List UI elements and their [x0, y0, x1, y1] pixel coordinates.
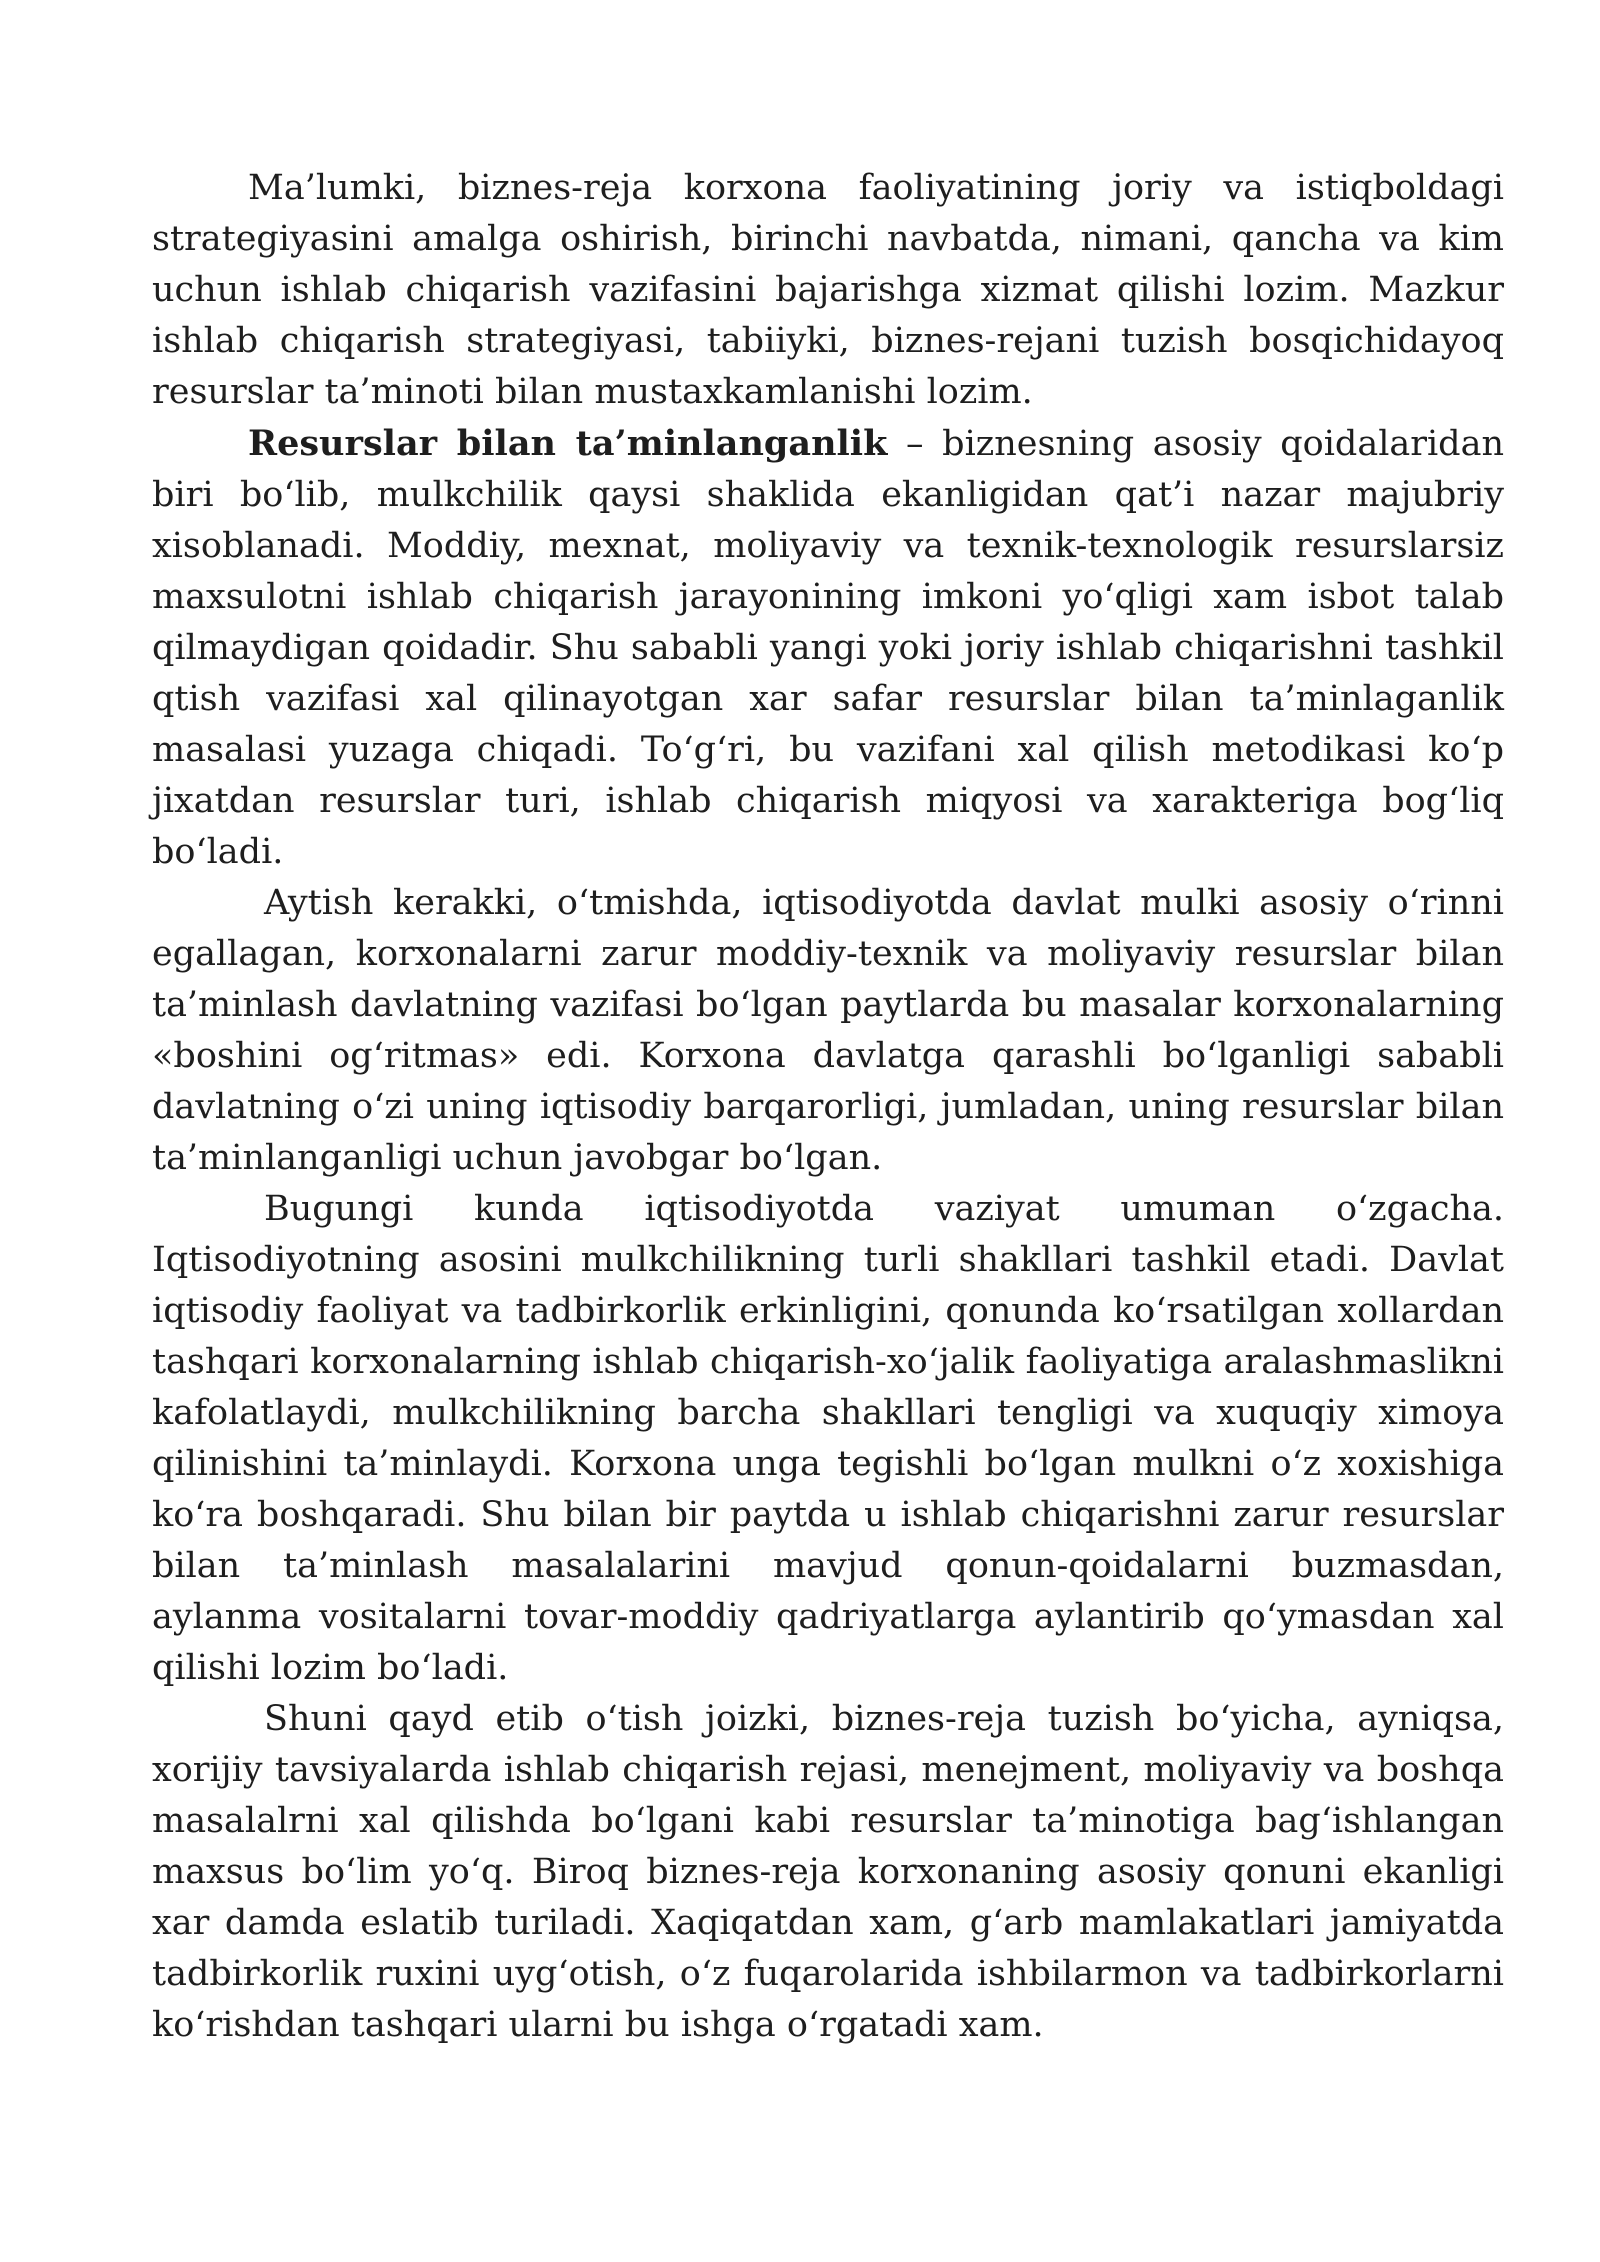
paragraph-2-text: – biznesning asosiy qoidalaridan biri bo‘lib, mulkchilik qaysi shaklida ekanligidan qat’i nazar majubriy xisoblanadi. Moddiy, mexnat, moliyaviy va texnik-texnologik resurslarsiz maxsulotni ishlab chiqarish jarayonining imkoni yo‘qligi xam isbot talab qilmaydigan qoidadir. Shu sababli yangi yoki joriy ishlab chiqarishni tashkil qtish vazifasi xal qilinayotgan xar safar resurslar bilan ta’minlaganlik masalasi yuzaga chiqadi. To‘g‘ri, bu vazifani xal qilish metodikasi ko‘p jixatdan resurslar turi, ishlab chiqarish miqyosi va xarakteriga bog‘liq bo‘ladi. — [152, 424, 1504, 872]
paragraph-2 — [152, 418, 1504, 878]
document-page — [152, 163, 1504, 2051]
bold-term: Resurslar bilan ta’minlanganlik — [248, 423, 888, 464]
paragraph-5: Shuni qayd etib o‘tish joizki, biznes-reja tuzish bo‘yicha, ayniqsa, xorijiy tavsiyalarda ishlab chiqarish rejasi, menejment, moliyaviy va boshqa masalalrni xal qilishda bo‘lgani kabi resurslar ta’minotiga bag‘ishlangan maxsus bo‘lim yo‘q. Biroq biznes-reja korxonaning asosiy qonuni ekanligi xar damda eslatib turiladi. Xaqiqatdan xam, g‘arb mamlakatlari jamiyatda tadbirkorlik ruxini uyg‘otish, o‘z fuqarolarida ishbilarmon va tadbirkorlarni ko‘rishdan tashqari ularni bu ishga o‘rgatadi xam. — [152, 1699, 1504, 2045]
paragraph-4: Bugungi kunda iqtisodiyotda vaziyat umuman o‘zgacha. Iqtisodiyotning asosini mulkchilikning turli shakllari tashkil etadi. Davlat iqtisodiy faoliyat va tadbirkorlik erkinligini, qonunda ko‘rsatilgan xollardan tashqari korxonalarning ishlab chiqarish-xo‘jalik faoliyatiga aralashmaslikni kafolatlaydi, mulkchilikning barcha shakllari tengligi va xuquqiy ximoya qilinishini ta’minlaydi. Korxona unga tegishli bo‘lgan mulkni o‘z xoxishiga ko‘ra boshqaradi. Shu bilan bir paytda u ishlab chiqarishni zarur resurslar bilan ta’minlash masalalarini mavjud qonun-qoidalarni buzmasdan, aylanma vositalarni tovar-moddiy qadriyatlarga aylantirib qo‘ymasdan xal qilishi lozim bo‘ladi. — [152, 1189, 1504, 1688]
paragraph-3: Aytish kerakki, o‘tmishda, iqtisodiyotda davlat mulki asosiy o‘rinni egallagan, korxonalarni zarur moddiy-texnik va moliyaviy resurslar bilan ta’minlash davlatning vazifasi bo‘lgan paytlarda bu masalar korxonalarning «boshini og‘ritmas» edi. Korxona davlatga qarashli bo‘lganligi sababli davlatning o‘zi uning iqtisodiy barqarorligi, jumladan, uning resurslar bilan ta’minlanganligi uchun javobgar bo‘lgan. — [152, 883, 1504, 1178]
paragraph-1: Ma’lumki, biznes-reja korxona faoliyatining joriy va istiqboldagi strategiyasini amalga oshirish, birinchi navbatda, nimani, qancha va kim uchun ishlab chiqarish vazifasini bajarishga xizmat qilishi lozim. Mazkur ishlab chiqarish strategiyasi, tabiiyki, biznes-rejani tuzish bosqichidayoq resurslar ta’minoti bilan mustaxkamlanishi lozim. — [152, 168, 1504, 412]
